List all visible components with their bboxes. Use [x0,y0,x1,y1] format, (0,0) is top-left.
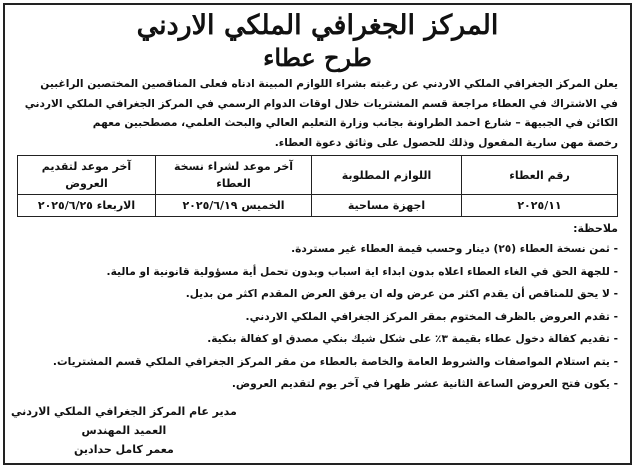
cell-purchase-deadline: الخميس ٢٠٢٥/٦/١٩ [156,195,312,217]
tender-table [17,155,618,217]
note-item: - يتم استلام المواصفات والشروط العامة والخاصة بالعطاء من مقر المركز الجغرافي الملكي قسم المشتريات. [52,355,618,368]
organization-title: المركز الجغرافي الملكي الاردني [136,10,499,41]
note-item: - ثمن نسخة العطاء (٢٥) دينار وحسب قيمة العطاء غير مستردة. [291,243,618,255]
column-header-required-supplies: اللوازم المطلوبة [312,156,462,195]
notes-list [17,238,618,396]
intro-line: الكائن في الجبيهة – شارع احمد الطراونة بجانب وزارة التعليم العالي والبحث العلمي، مصطحبين معهم [92,117,618,129]
note-item: - تقدم العروض بالظرف المختوم بمقر المركز الجغرافي الملكي الاردني. [245,310,618,323]
signature-block [11,402,237,459]
note-item: - للجهة الحق في الغاء العطاء اعلاه بدون ابداء اية اسباب وبدون تحمل أية مسؤولية قانونية او مالية. [106,265,618,278]
intro-paragraph [17,75,618,153]
note-item: - يكون فتح العروض الساعة الثانية عشر ظهرا في آخر يوم لتقديم العروض. [231,378,618,390]
cell-submission-deadline: الاربعاء ٢٠٢٥/٦/٢٥ [18,195,156,217]
intro-line: رخصة مهن سارية المفعول وذلك للحصول على وثائق دعوة العطاء. [274,136,618,149]
column-header-tender-number: رقم العطاء [462,156,618,195]
cell-tender-number: ٢٠٢٥/١١ [462,195,618,217]
signatory-name: معمر كامل حدادين [74,443,174,456]
signatory-title: مدير عام المركز الجغرافي الملكي الاردني [11,405,237,418]
notes-title: ملاحظة: [573,222,618,235]
table-row [18,195,618,217]
column-header-submission-deadline: آخر موعد لتقديم العروض [18,156,156,195]
intro-line: يعلن المركز الجغرافي الملكي الاردني عن رغبته بشراء اللوازم المبينة ادناه فعلى المناقصين المختصين الراغبين [40,78,618,90]
intro-line: في الاشتراك في العطاء مراجعة قسم المشتريات خلال اوقات الدوام الرسمي في المركز الجغرافي الملكي الاردني [24,97,618,110]
tender-heading: طرح عطاء [263,43,372,72]
cell-required-supplies: اجهزة مساحية [312,195,462,217]
column-header-purchase-deadline: آخر موعد لشراء نسخة العطاء [156,156,312,195]
note-item: - تقديم كفالة دخول عطاء بقيمة ٣٪ على شكل شيك بنكي مصدق او كفالة بنكية. [207,333,618,345]
note-item: - لا يحق للمناقص أن يقدم اكثر من عرض وله ان يرفق العرض المقدم اكثر من بديل. [185,288,618,300]
signatory-rank: العميد المهندس [81,424,167,437]
announcement-frame [3,3,632,465]
announcement-content [17,9,618,459]
table-header-row [18,156,618,195]
